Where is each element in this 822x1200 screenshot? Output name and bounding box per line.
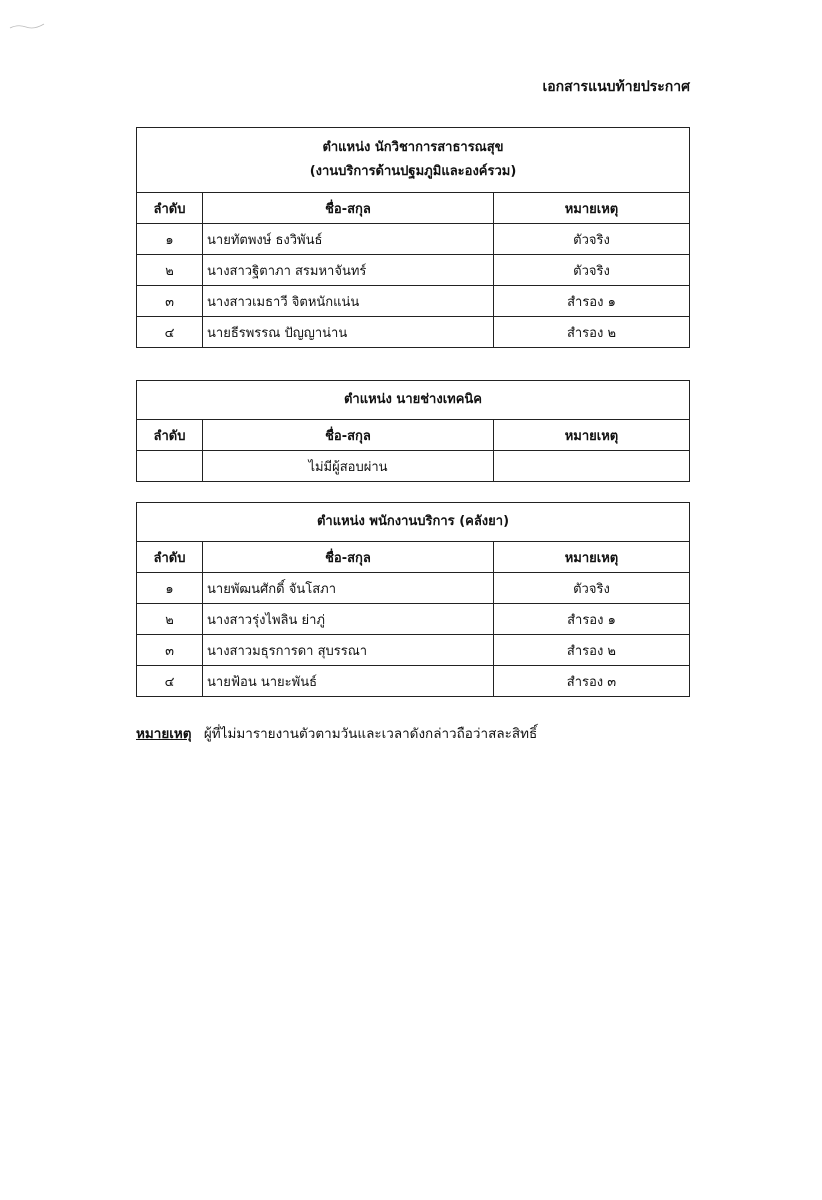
footer-remark	[136, 722, 537, 744]
row-order: ๒	[137, 604, 203, 635]
table-title: ตำแหน่ง พนักงานบริการ (คลังยา)	[137, 503, 690, 542]
table-title	[137, 128, 690, 193]
table-title: ตำแหน่ง นายช่างเทคนิค	[137, 381, 690, 420]
column-header-remark: หมายเหตุ	[493, 193, 689, 224]
table-row	[137, 451, 690, 482]
document-attachment-note: เอกสารแนบท้ายประกาศ	[542, 79, 690, 95]
table-row	[137, 317, 690, 348]
row-remark: สำรอง ๑	[493, 604, 689, 635]
row-name: นายพัฒนศักดิ์ จันโสภา	[203, 573, 494, 604]
row-order: ๓	[137, 286, 203, 317]
column-header-order: ลำดับ	[137, 420, 203, 451]
row-order	[137, 451, 203, 482]
no-passing-candidates: ไม่มีผู้สอบผ่าน	[203, 451, 494, 482]
row-name: นายฟ้อน นายะพันธ์	[203, 666, 494, 697]
table-row	[137, 255, 690, 286]
position-table-technician	[136, 380, 690, 482]
row-remark: สำรอง ๒	[493, 317, 689, 348]
row-order: ๒	[137, 255, 203, 286]
row-order: ๓	[137, 635, 203, 666]
row-order: ๑	[137, 573, 203, 604]
row-order: ๔	[137, 666, 203, 697]
row-remark: ตัวจริง	[493, 255, 689, 286]
footer-remark-text: ผู้ที่ไม่มารายงานตัวตามวันและเวลาดังกล่าวถือว่าสละสิทธิ์	[203, 726, 538, 742]
scan-smudge-mark	[8, 22, 48, 30]
row-order: ๑	[137, 224, 203, 255]
row-remark: สำรอง ๒	[493, 635, 689, 666]
row-name: นายธีรพรรณ ปัญญาน่าน	[203, 317, 494, 348]
row-remark: สำรอง ๓	[493, 666, 689, 697]
column-header-order: ลำดับ	[137, 542, 203, 573]
table-row	[137, 224, 690, 255]
row-name: นางสาวมธุรการดา สุบรรณา	[203, 635, 494, 666]
table-title-line: ตำแหน่ง นักวิชาการสาธารณสุข	[322, 140, 504, 155]
table-row	[137, 635, 690, 666]
footer-remark-label: หมายเหตุ	[136, 726, 192, 742]
table-row	[137, 573, 690, 604]
column-header-name: ชื่อ-สกุล	[203, 542, 494, 573]
row-remark	[493, 451, 689, 482]
position-table-public-health	[136, 127, 690, 348]
row-remark: ตัวจริง	[493, 224, 689, 255]
column-header-remark: หมายเหตุ	[493, 542, 689, 573]
row-remark: สำรอง ๑	[493, 286, 689, 317]
row-order: ๔	[137, 317, 203, 348]
row-name: นายทัตพงษ์ ธงวิพันธ์	[203, 224, 494, 255]
position-table-pharmacy-service	[136, 502, 690, 697]
column-header-order: ลำดับ	[137, 193, 203, 224]
table-row	[137, 286, 690, 317]
row-name: นางสาวฐิตาภา สรมหาจันทร์	[203, 255, 494, 286]
column-header-remark: หมายเหตุ	[493, 420, 689, 451]
table-subtitle-line: (งานบริการด้านปฐมภูมิและองค์รวม)	[309, 164, 517, 179]
table-row	[137, 604, 690, 635]
row-name: นางสาวรุ่งไพลิน ย่าภู่	[203, 604, 494, 635]
column-header-name: ชื่อ-สกุล	[203, 193, 494, 224]
row-name: นางสาวเมธาวี จิตหนักแน่น	[203, 286, 494, 317]
column-header-name: ชื่อ-สกุล	[203, 420, 494, 451]
table-row	[137, 666, 690, 697]
row-remark: ตัวจริง	[493, 573, 689, 604]
